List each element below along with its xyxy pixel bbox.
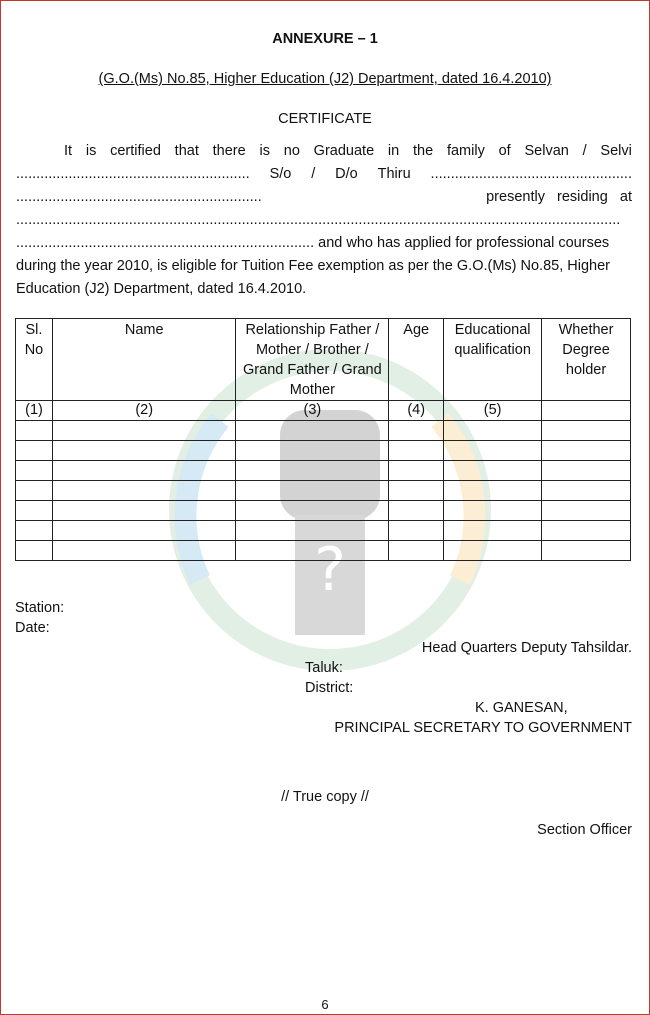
certificate-word: Graduate [313,143,375,159]
table-cell [444,481,542,501]
table-cell [236,541,389,561]
column-number: (4) [389,401,444,421]
table-cell [542,501,631,521]
body-line-6 [16,258,632,281]
table-cell [236,501,389,521]
table-cell [16,501,53,521]
table-cell [236,481,389,501]
annexure-heading: ANNEXURE – 1 [272,31,378,47]
applied-text: and who has applied for professional courses [314,235,610,251]
table-cell [444,421,542,441]
officer-name: K. GANESAN, [475,700,568,716]
table-cell [52,461,236,481]
table-cell [16,481,53,501]
table-cell [16,441,53,461]
blank-name: .......................................................... [16,166,250,182]
table-row [16,441,631,461]
table-cell [444,521,542,541]
department-text: Education (J2) Department, dated 16.4.2010. [16,281,307,297]
certificate-word: there [212,143,246,159]
table-cell [52,421,236,441]
table-cell [542,541,631,561]
relation-word: / [311,166,316,182]
table-cell [444,501,542,521]
date-label: Date: [15,620,50,636]
table-row [16,461,631,481]
table-cell [16,461,53,481]
signatory-label: Head Quarters Deputy Tahsildar. [421,640,632,656]
certificate-word: certified [110,143,161,159]
table-cell [389,521,444,541]
svg-text:?: ? [314,535,346,605]
certificate-word: is [259,143,270,159]
section-officer: Section Officer [537,822,632,838]
table-cell [236,521,389,541]
table-row [16,421,631,441]
blank-father-name: .................................................. [430,166,632,182]
family-details-table [15,318,631,561]
table-cell [389,501,444,521]
blank-address: ...................................................................................................................................................... [16,212,621,228]
body-line-5 [16,235,632,258]
table-cell [52,441,236,461]
table-cell [389,541,444,561]
certificate-word: in [387,143,400,159]
certificate-word: that [174,143,199,159]
table-cell [52,481,236,501]
relation-word: Thiru [377,166,411,182]
column-number [542,401,631,421]
body-line-3 [16,189,632,212]
table-cell [542,461,631,481]
table-row [16,481,631,501]
table-cell [444,541,542,561]
column-number: (5) [444,401,542,421]
table-cell [16,541,53,561]
header-relationship: Relationship Father / Mother / Brother / Grand Father / Grand Mother [236,319,389,401]
table-number-row [16,401,631,421]
table-cell [389,481,444,501]
table-row [16,501,631,521]
body-line-4 [16,212,632,235]
body-line-1 [16,143,632,166]
body-line-2 [16,166,632,189]
table-header-row [16,319,631,401]
table-cell [16,521,53,541]
officer-title: PRINCIPAL SECRETARY TO GOVERNMENT [334,720,632,736]
table-cell [542,421,631,441]
relation-word: D/o [335,166,358,182]
table-cell [236,461,389,481]
header-age: Age [389,319,444,401]
certificate-word: family [446,143,485,159]
table-cell [389,421,444,441]
table-cell [16,421,53,441]
table-cell [542,521,631,541]
table-cell [444,441,542,461]
taluk-label: Taluk: [305,660,343,676]
station-label: Station: [15,600,65,616]
table-cell [542,481,631,501]
table-cell [236,421,389,441]
go-reference: (G.O.(Ms) No.85, Higher Education (J2) Department, dated 16.4.2010) [98,71,552,87]
table-row [16,541,631,561]
header-sl-no: Sl. No [16,319,53,401]
certificate-word: Selvan [524,143,569,159]
residing-text: presently residing at [486,189,632,205]
table-cell [52,541,236,561]
certificate-word: is [85,143,97,159]
certificate-title: CERTIFICATE [278,111,372,127]
certificate-word: Selvi [600,143,632,159]
table-cell [52,521,236,541]
table-cell [52,501,236,521]
body-line-7 [16,281,632,304]
blank-address-end: .......................................................................... [16,235,315,251]
district-label: District: [305,680,354,696]
eligibility-text: during the year 2010, is eligible for Tuition Fee exemption as per the G.O.(Ms) No.85, Higher [16,258,610,274]
table-cell [542,441,631,461]
certificate-word: / [582,143,587,159]
header-qualification: Educational qualification [444,319,542,401]
page-number: 6 [321,997,329,1012]
header-degree-holder: Whether Degree holder [542,319,631,401]
blank-address-start: ............................................................. [16,189,262,205]
column-number: (2) [52,401,236,421]
column-number: (1) [16,401,53,421]
relation-word: S/o [269,166,292,182]
column-number: (3) [236,401,389,421]
table-cell [444,461,542,481]
table-row [16,521,631,541]
table-cell [389,441,444,461]
true-copy: // True copy // [281,789,369,805]
table-cell [389,461,444,481]
table-cell [236,441,389,461]
certificate-word: It [64,143,73,159]
certificate-word: the [413,143,434,159]
certificate-word: no [283,143,300,159]
header-name: Name [52,319,236,401]
certificate-word: of [498,143,511,159]
